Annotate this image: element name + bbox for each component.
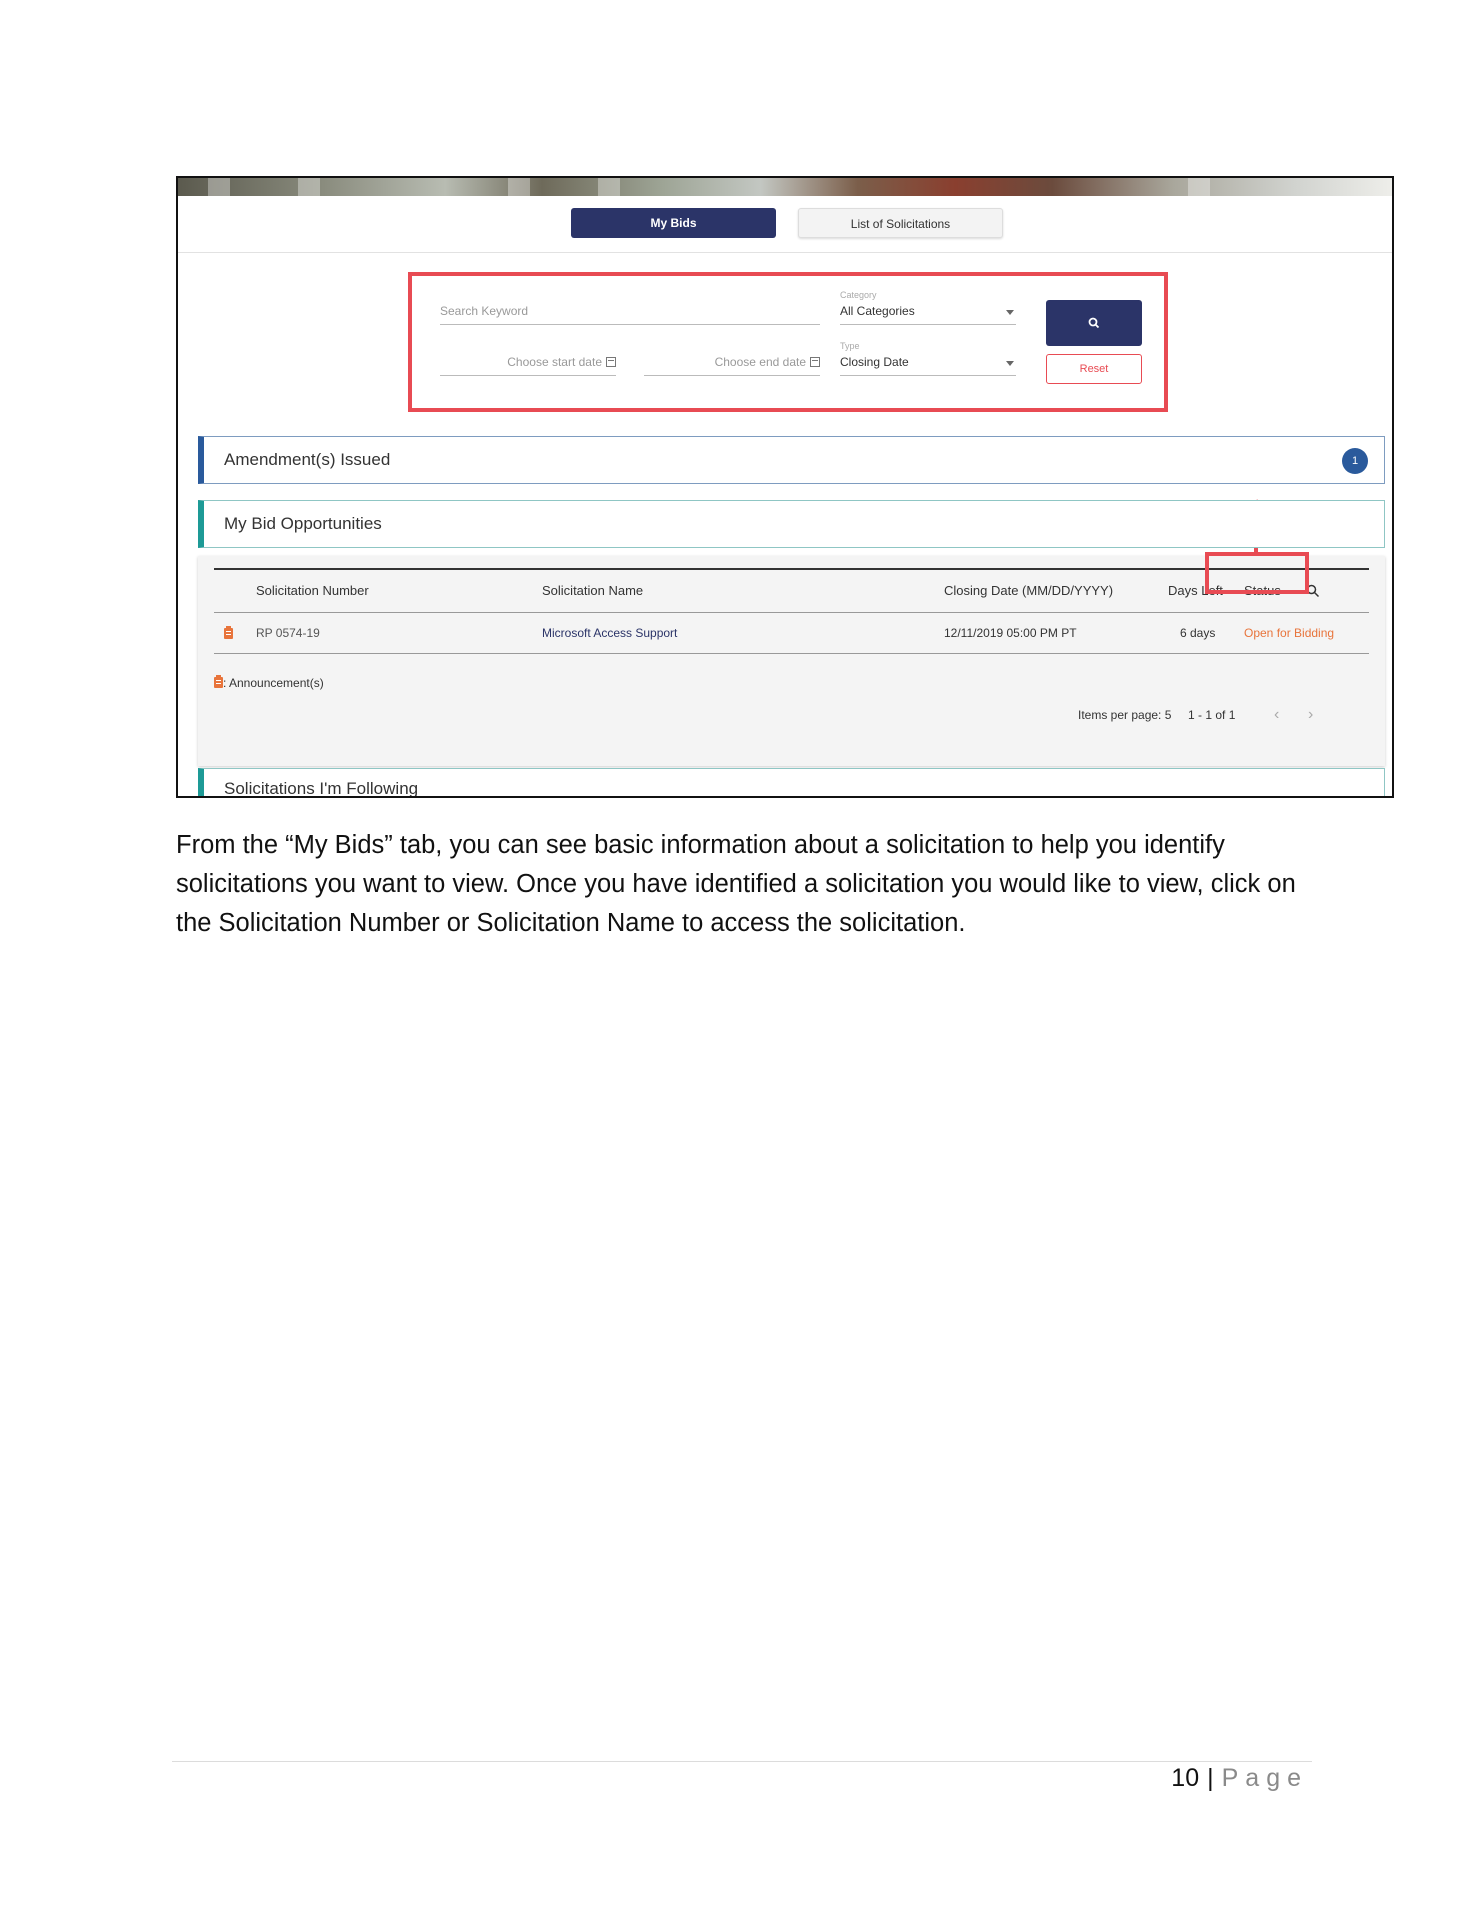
category-select[interactable]: All Categories (840, 304, 1016, 325)
page-word: Page (1221, 1764, 1308, 1792)
header-status[interactable]: Status (1244, 583, 1281, 598)
table-row (214, 613, 1369, 654)
announcement-icon (224, 628, 233, 639)
type-label: Type (840, 341, 860, 351)
table-header-row (214, 568, 1369, 613)
body-paragraph: From the “My Bids” tab, you can see basic information about a solicitation to help you identify solicitations you want to view. Once you have identified a solicitation you would like to view, click on the Solicitation Number or Solicitation Name to access the solicitation. (176, 831, 1296, 937)
status-highlight-box (1205, 552, 1309, 594)
chevron-left-icon[interactable]: ‹ (1274, 706, 1280, 723)
my-bid-opportunities-section[interactable] (198, 500, 1385, 548)
header-days-left[interactable]: Days Left (1168, 583, 1223, 598)
header-solicitation-name[interactable]: Solicitation Name (542, 583, 644, 598)
section-title: My Bid Opportunities (224, 514, 382, 533)
page-footer (1171, 1764, 1308, 1793)
status-value: Open for Bidding (1244, 626, 1335, 640)
days-left-value: 6 days (1180, 626, 1216, 640)
search-keyword-input[interactable]: Search Keyword (440, 304, 820, 325)
section-title: Amendment(s) Issued (224, 450, 391, 469)
tab-list-of-solicitations[interactable]: List of Solicitations (798, 208, 1003, 238)
category-label: Category (840, 290, 877, 300)
page-range: 1 - 1 of 1 (1188, 708, 1236, 722)
announcement-legend: : Announcement(s) (214, 676, 324, 690)
header-closing-date[interactable]: Closing Date (MM/DD/YYYY) (944, 583, 1114, 598)
amendments-section[interactable] (198, 436, 1385, 484)
header-solicitation-number[interactable]: Solicitation Number (256, 583, 369, 598)
end-date-input[interactable]: Choose end date (644, 355, 820, 376)
footer-divider (172, 1761, 1312, 1762)
tab-my-bids[interactable]: My Bids (571, 208, 776, 238)
count-badge: 1 (1342, 448, 1368, 474)
start-date-input[interactable]: Choose start date (440, 355, 616, 376)
closing-date-value: 12/11/2019 05:00 PM PT (944, 626, 1077, 640)
chevron-right-icon[interactable]: › (1308, 706, 1314, 723)
announcement-icon (214, 677, 223, 688)
type-select[interactable]: Closing Date (840, 355, 1016, 376)
footer-separator: | (1207, 1764, 1214, 1792)
bids-table (214, 568, 1369, 654)
reset-button[interactable]: Reset (1046, 354, 1142, 384)
items-per-page[interactable]: Items per page: 5 (1078, 708, 1172, 722)
section-title: Solicitations I'm Following (224, 779, 419, 798)
solicitation-name-link[interactable]: Microsoft Access Support (542, 626, 678, 640)
solicitation-number-link[interactable]: RP 0574-19 (256, 626, 320, 640)
following-section[interactable] (198, 768, 1385, 798)
screenshot-frame (176, 176, 1394, 798)
page-number: 10 (1171, 1764, 1200, 1792)
